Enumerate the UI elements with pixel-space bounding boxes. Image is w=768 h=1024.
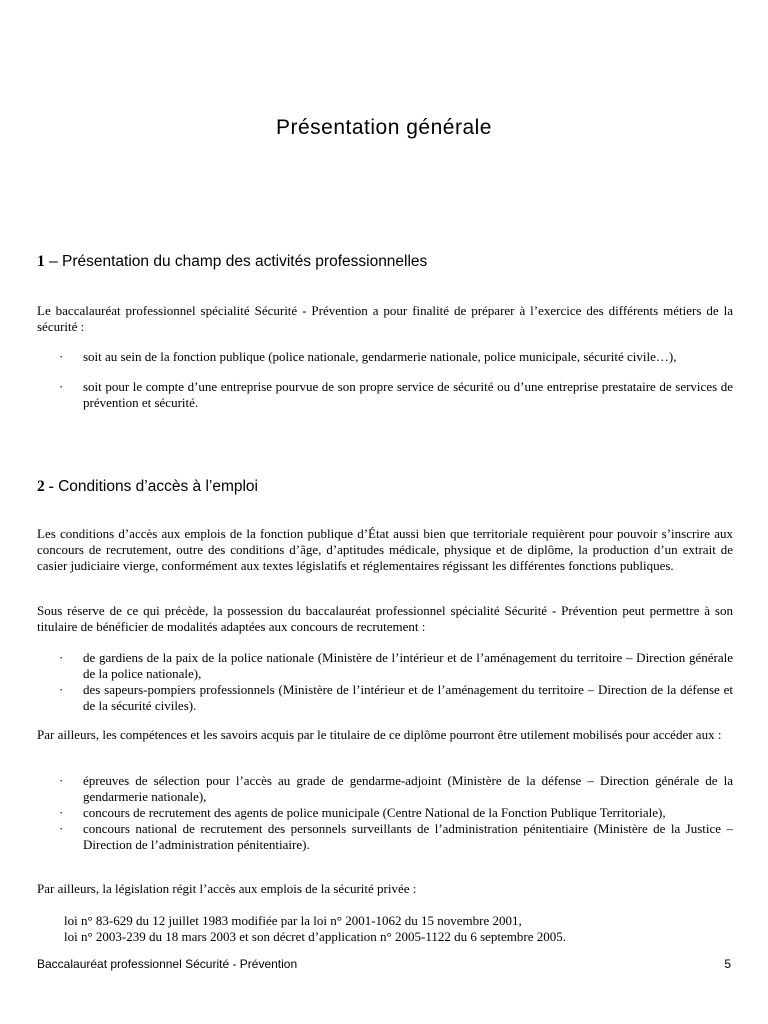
bullet-icon: ·: [59, 682, 64, 697]
law-item: loi n° 2003-239 du 18 mars 2003 et son décret d’application n° 2005-1122 du 6 septembre 2005.: [64, 929, 567, 944]
list-item-text: soit pour le compte d’une entreprise pourvue de son propre service de sécurité ou d’une entreprise prestataire de services de prévention et sécurité.: [83, 379, 733, 410]
list-item-text: soit au sein de la fonction publique (police nationale, gendarmerie nationale, police municipale, sécurité civile…),: [83, 349, 677, 364]
bullet-icon: ·: [59, 805, 64, 820]
list-item-text: épreuves de sélection pour l’accès au grade de gendarme-adjoint (Ministère de la défense – Direction générale de la gendarmerie nationale),: [83, 773, 733, 804]
section2-para4: Par ailleurs, la législation régit l’accès aux emplois de la sécurité privée :: [37, 881, 417, 896]
bullet-icon: ·: [59, 650, 64, 665]
section1-intro: Le baccalauréat professionnel spécialité Sécurité - Prévention a pour finalité de préparer à l’exercice des différents métiers de la sécurité :: [37, 303, 733, 334]
section1-bullet-list: [37, 349, 733, 411]
list-item: [37, 821, 733, 853]
list-item-text: concours national de recrutement des personnels surveillants de l’administration pénitentiaire (Ministère de la Justice – Direction de l’administration pénitentiaire).: [83, 821, 733, 852]
bullet-icon: ·: [59, 349, 64, 364]
section2-para2: Sous réserve de ce qui précède, la possession du baccalauréat professionnel spécialité Sécurité - Prévention peut permettre à son titulaire de bénéficier de modalités adaptées aux concours de recrutement :: [37, 603, 733, 634]
section1-number: 1: [37, 253, 45, 270]
list-item: [37, 650, 733, 682]
section1-heading: [37, 253, 427, 271]
section2-number: 2 -: [37, 478, 54, 495]
list-item: [37, 773, 733, 805]
section2-bullet-list-1: [37, 650, 733, 714]
list-item: [37, 805, 733, 821]
section2-para1: Les conditions d’accès aux emplois de la fonction publique d’État aussi bien que territoriale requièrent pour pouvoir s’inscrire aux concours de recrutement, outre des conditions d’âge, d’aptitudes médicale, physique et de diplôme, la production d’un extrait de casier judiciaire vierge, conformément aux textes législatifs et réglementaires régissant les différentes fonctions publiques.: [37, 526, 733, 573]
list-item-text: des sapeurs-pompiers professionnels (Ministère de l’intérieur et de l’aménagement du territoire – Direction de la défense et de la sécurité civiles).: [83, 682, 733, 713]
section2-title: Conditions d’accès à l’emploi: [58, 478, 258, 495]
page-number: 5: [724, 957, 731, 971]
bullet-icon: ·: [59, 821, 64, 836]
section1-title: – Présentation du champ des activités professionnelles: [49, 253, 428, 270]
footer-title: Baccalauréat professionnel Sécurité - Prévention: [37, 957, 298, 971]
list-item: [37, 379, 733, 411]
law-item: loi n° 83-629 du 12 juillet 1983 modifiée par la loi n° 2001-1062 du 15 novembre 2001,: [64, 913, 522, 928]
list-item: [37, 682, 733, 714]
section2-heading: [37, 478, 258, 496]
bullet-icon: ·: [59, 379, 64, 394]
list-item: [37, 349, 733, 365]
page-title: Présentation générale: [276, 116, 492, 139]
section2-bullet-list-2: [37, 773, 733, 853]
list-item-text: concours de recrutement des agents de police municipale (Centre National de la Fonction Publique Territoriale),: [83, 805, 666, 820]
list-item-text: de gardiens de la paix de la police nationale (Ministère de l’intérieur et de l’aménagement du territoire – Direction générale de la police nationale),: [83, 650, 733, 681]
bullet-icon: ·: [59, 773, 64, 788]
law-list: [64, 913, 734, 945]
section2-para3: Par ailleurs, les compétences et les savoirs acquis par le titulaire de ce diplôme pourront être utilement mobilisés pour accéder aux :: [37, 727, 722, 742]
